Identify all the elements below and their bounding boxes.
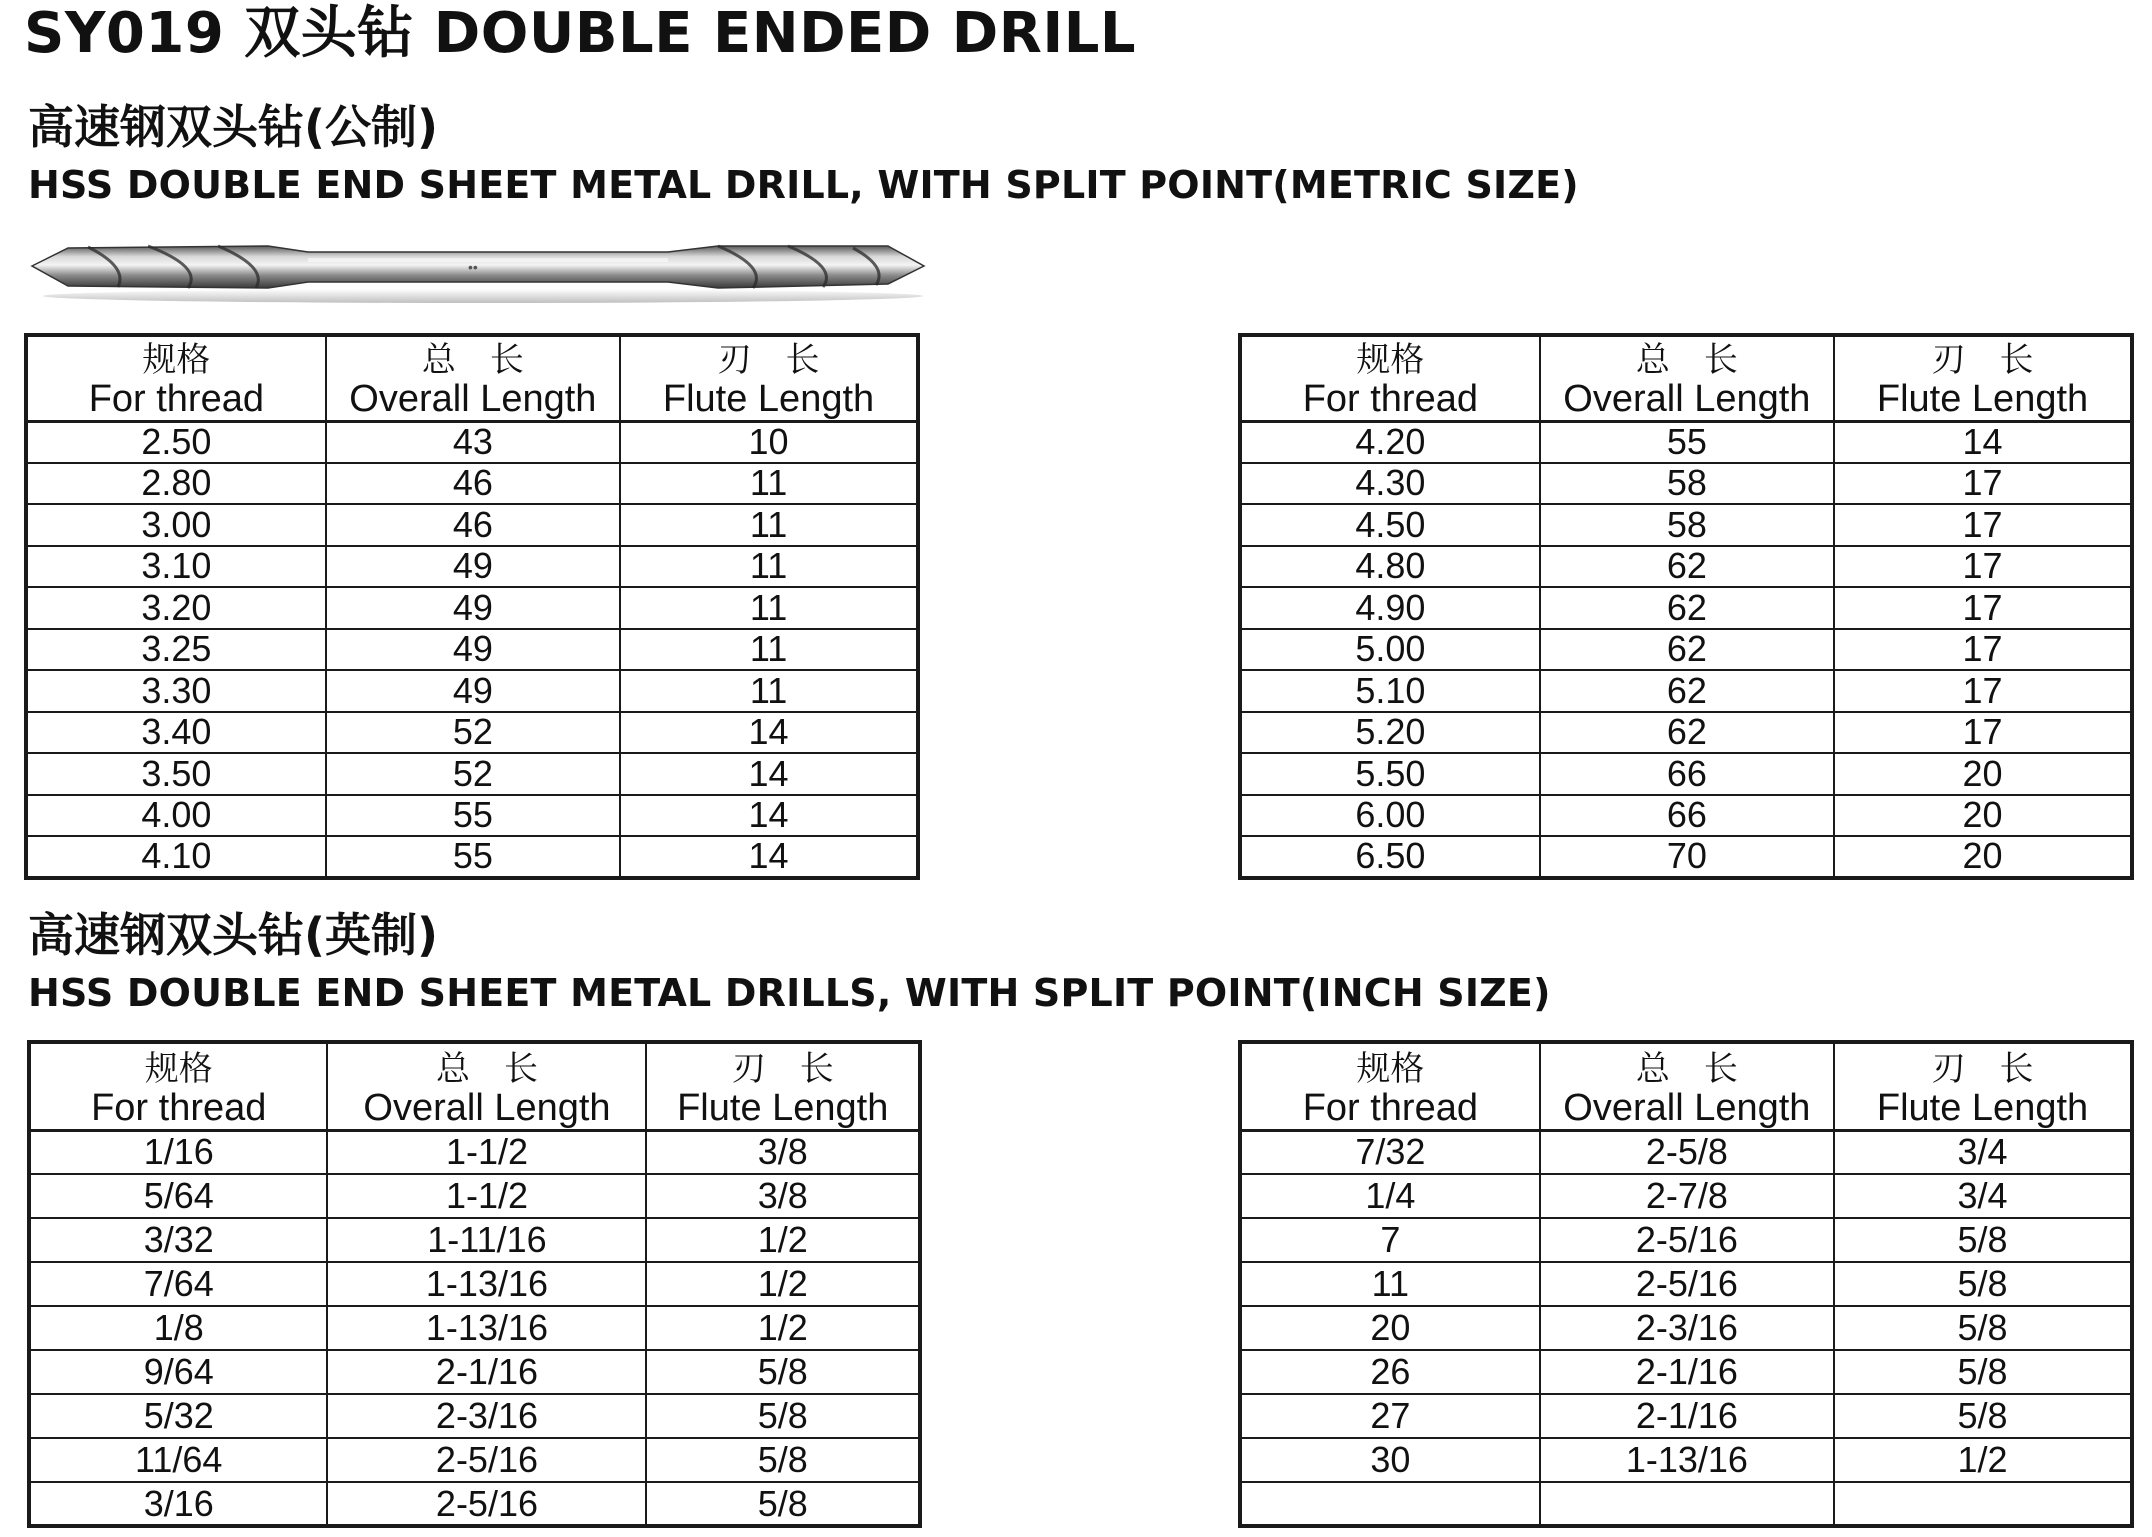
cell-flute-length: 20	[1834, 795, 2132, 837]
cell-overall-length: 62	[1540, 587, 1834, 629]
cell-flute-length: 3/4	[1834, 1130, 2132, 1174]
cell-for-thread	[1240, 1482, 1540, 1526]
cell-for-thread: 1/4	[1240, 1174, 1540, 1218]
cell-flute-length: 20	[1834, 753, 2132, 795]
cell-flute-length: 1/2	[646, 1262, 920, 1306]
table-row	[1240, 795, 2132, 837]
cell-overall-length: 1-13/16	[327, 1262, 646, 1306]
cell-overall-length: 66	[1540, 795, 1834, 837]
cell-flute-length: 5/8	[1834, 1218, 2132, 1262]
cell-for-thread: 4.90	[1240, 587, 1540, 629]
metric-table-right	[1238, 333, 2134, 880]
cell-for-thread: 6.50	[1240, 836, 1540, 878]
cell-for-thread: 4.10	[26, 836, 326, 878]
cell-flute-length: 11	[620, 504, 918, 546]
cell-flute-length: 5/8	[646, 1350, 920, 1394]
cell-overall-length	[1540, 1482, 1834, 1526]
table-row	[1240, 587, 2132, 629]
cell-overall-length: 70	[1540, 836, 1834, 878]
cell-flute-length: 1/2	[646, 1218, 920, 1262]
cell-flute-length: 5/8	[646, 1438, 920, 1482]
cell-overall-length: 49	[326, 587, 620, 629]
cell-flute-length: 20	[1834, 836, 2132, 878]
cell-overall-length: 58	[1540, 504, 1834, 546]
header-for-thread: 规格 For thread	[1240, 1042, 1540, 1130]
table-row	[1240, 836, 2132, 878]
cell-for-thread: 4.50	[1240, 504, 1540, 546]
cell-flute-length: 1/2	[646, 1306, 920, 1350]
cell-flute-length: 11	[620, 587, 918, 629]
cell-flute-length: 5/8	[1834, 1350, 2132, 1394]
cell-for-thread: 4.20	[1240, 421, 1540, 463]
table-row	[1240, 629, 2132, 671]
table-row	[26, 670, 918, 712]
table-row	[1240, 1218, 2132, 1262]
table-row	[29, 1174, 920, 1218]
cell-for-thread: 5.50	[1240, 753, 1540, 795]
cell-overall-length: 49	[326, 670, 620, 712]
header-flute-length: 刃 长 Flute Length	[1834, 1042, 2132, 1130]
table-row	[1240, 1482, 2132, 1526]
table-row	[1240, 1130, 2132, 1174]
cell-overall-length: 55	[1540, 421, 1834, 463]
table-row	[29, 1262, 920, 1306]
table-row	[26, 795, 918, 837]
cell-overall-length: 49	[326, 546, 620, 588]
metric-table-left	[24, 333, 920, 880]
table-row	[1240, 421, 2132, 463]
cell-for-thread: 7/64	[29, 1262, 327, 1306]
cell-for-thread: 1/8	[29, 1306, 327, 1350]
table-row	[1240, 1262, 2132, 1306]
table-row	[26, 504, 918, 546]
cell-overall-length: 55	[326, 795, 620, 837]
header-for-thread: 规格 For thread	[1240, 335, 1540, 421]
cell-flute-length: 11	[620, 546, 918, 588]
cell-for-thread: 3.25	[26, 629, 326, 671]
table-row	[26, 463, 918, 505]
cell-flute-length: 5/8	[646, 1394, 920, 1438]
cell-flute-length	[1834, 1482, 2132, 1526]
cell-for-thread: 4.30	[1240, 463, 1540, 505]
table-header-row	[29, 1042, 920, 1130]
cell-overall-length: 2-1/16	[327, 1350, 646, 1394]
table-row	[29, 1438, 920, 1482]
cell-for-thread: 5/32	[29, 1394, 327, 1438]
cell-flute-length: 17	[1834, 587, 2132, 629]
cell-flute-length: 17	[1834, 463, 2132, 505]
table-row	[29, 1218, 920, 1262]
table-row	[26, 546, 918, 588]
cell-for-thread: 3.10	[26, 546, 326, 588]
cell-for-thread: 6.00	[1240, 795, 1540, 837]
table-row	[26, 836, 918, 878]
cell-for-thread: 2.80	[26, 463, 326, 505]
header-flute-length: 刃 长 Flute Length	[646, 1042, 920, 1130]
table-header-row	[26, 335, 918, 421]
cell-for-thread: 9/64	[29, 1350, 327, 1394]
cell-flute-length: 11	[620, 670, 918, 712]
cell-flute-length: 10	[620, 421, 918, 463]
table-row	[29, 1130, 920, 1174]
cell-for-thread: 4.80	[1240, 546, 1540, 588]
cell-overall-length: 46	[326, 504, 620, 546]
cell-flute-length: 5/8	[1834, 1306, 2132, 1350]
cell-overall-length: 2-7/8	[1540, 1174, 1834, 1218]
cell-for-thread: 3.40	[26, 712, 326, 754]
inch-table-right	[1238, 1040, 2134, 1528]
cell-flute-length: 5/8	[646, 1482, 920, 1526]
header-for-thread: 规格 For thread	[29, 1042, 327, 1130]
cell-overall-length: 66	[1540, 753, 1834, 795]
table-row	[29, 1306, 920, 1350]
cell-for-thread: 11	[1240, 1262, 1540, 1306]
cell-for-thread: 2.50	[26, 421, 326, 463]
cell-flute-length: 3/8	[646, 1174, 920, 1218]
header-for-thread: 规格 For thread	[26, 335, 326, 421]
cell-overall-length: 49	[326, 629, 620, 671]
cell-for-thread: 20	[1240, 1306, 1540, 1350]
double-ended-drill-image	[28, 232, 928, 306]
cell-overall-length: 52	[326, 753, 620, 795]
cell-flute-length: 11	[620, 463, 918, 505]
cell-for-thread: 4.00	[26, 795, 326, 837]
cell-for-thread: 26	[1240, 1350, 1540, 1394]
header-overall-length: 总 长 Overall Length	[327, 1042, 646, 1130]
cell-for-thread: 3.00	[26, 504, 326, 546]
metric-heading-en: HSS DOUBLE END SHEET METAL DRILL, WITH SPLIT POINT(METRIC SIZE)	[28, 163, 1579, 207]
inch-table-left	[27, 1040, 922, 1528]
cell-for-thread: 3/16	[29, 1482, 327, 1526]
table-row	[1240, 504, 2132, 546]
table-row	[1240, 670, 2132, 712]
cell-flute-length: 17	[1834, 712, 2132, 754]
cell-for-thread: 30	[1240, 1438, 1540, 1482]
cell-flute-length: 5/8	[1834, 1262, 2132, 1306]
cell-for-thread: 5.00	[1240, 629, 1540, 671]
page-title: SY019 双头钻 DOUBLE ENDED DRILL	[24, 1, 1137, 66]
table-row	[29, 1482, 920, 1526]
cell-flute-length: 14	[620, 836, 918, 878]
table-row	[1240, 1394, 2132, 1438]
table-row	[29, 1350, 920, 1394]
cell-overall-length: 1-13/16	[327, 1306, 646, 1350]
cell-flute-length: 11	[620, 629, 918, 671]
cell-overall-length: 2-5/16	[327, 1438, 646, 1482]
header-flute-length: 刃 长 Flute Length	[620, 335, 918, 421]
cell-overall-length: 1-1/2	[327, 1174, 646, 1218]
cell-flute-length: 3/4	[1834, 1174, 2132, 1218]
cell-for-thread: 3.20	[26, 587, 326, 629]
header-flute-length: 刃 长 Flute Length	[1834, 335, 2132, 421]
cell-overall-length: 52	[326, 712, 620, 754]
cell-overall-length: 55	[326, 836, 620, 878]
cell-for-thread: 11/64	[29, 1438, 327, 1482]
table-row	[26, 629, 918, 671]
cell-for-thread: 7/32	[1240, 1130, 1540, 1174]
cell-overall-length: 2-5/16	[1540, 1218, 1834, 1262]
table-row	[26, 421, 918, 463]
metric-heading-cn: 高速钢双头钻(公制)	[28, 100, 439, 154]
cell-overall-length: 2-1/16	[1540, 1350, 1834, 1394]
cell-overall-length: 46	[326, 463, 620, 505]
table-row	[26, 753, 918, 795]
cell-flute-length: 5/8	[1834, 1394, 2132, 1438]
table-row	[1240, 753, 2132, 795]
table-row	[29, 1394, 920, 1438]
table-row	[1240, 1174, 2132, 1218]
cell-overall-length: 2-5/16	[327, 1482, 646, 1526]
table-row	[1240, 1306, 2132, 1350]
cell-overall-length: 62	[1540, 629, 1834, 671]
cell-flute-length: 17	[1834, 504, 2132, 546]
cell-overall-length: 62	[1540, 546, 1834, 588]
cell-overall-length: 62	[1540, 712, 1834, 754]
cell-for-thread: 7	[1240, 1218, 1540, 1262]
svg-text:••: ••	[468, 259, 478, 275]
cell-for-thread: 3/32	[29, 1218, 327, 1262]
cell-overall-length: 2-3/16	[1540, 1306, 1834, 1350]
cell-for-thread: 5.20	[1240, 712, 1540, 754]
cell-flute-length: 14	[620, 795, 918, 837]
cell-flute-length: 3/8	[646, 1130, 920, 1174]
cell-overall-length: 62	[1540, 670, 1834, 712]
cell-flute-length: 14	[1834, 421, 2132, 463]
table-header-row	[1240, 335, 2132, 421]
cell-for-thread: 3.50	[26, 753, 326, 795]
table-row	[1240, 546, 2132, 588]
cell-overall-length: 43	[326, 421, 620, 463]
cell-flute-length: 1/2	[1834, 1438, 2132, 1482]
table-header-row	[1240, 1042, 2132, 1130]
cell-flute-length: 14	[620, 712, 918, 754]
table-row	[1240, 463, 2132, 505]
cell-for-thread: 5.10	[1240, 670, 1540, 712]
cell-for-thread: 5/64	[29, 1174, 327, 1218]
cell-overall-length: 1-1/2	[327, 1130, 646, 1174]
cell-flute-length: 14	[620, 753, 918, 795]
cell-overall-length: 2-5/16	[1540, 1262, 1834, 1306]
cell-flute-length: 17	[1834, 629, 2132, 671]
cell-for-thread: 27	[1240, 1394, 1540, 1438]
header-overall-length: 总 长 Overall Length	[326, 335, 620, 421]
cell-overall-length: 2-3/16	[327, 1394, 646, 1438]
cell-overall-length: 2-5/8	[1540, 1130, 1834, 1174]
cell-for-thread: 1/16	[29, 1130, 327, 1174]
table-row	[1240, 1438, 2132, 1482]
table-row	[1240, 1350, 2132, 1394]
cell-flute-length: 17	[1834, 546, 2132, 588]
table-row	[26, 587, 918, 629]
inch-heading-en: HSS DOUBLE END SHEET METAL DRILLS, WITH SPLIT POINT(INCH SIZE)	[28, 971, 1551, 1015]
cell-flute-length: 17	[1834, 670, 2132, 712]
table-row	[1240, 712, 2132, 754]
cell-overall-length: 58	[1540, 463, 1834, 505]
inch-heading-cn: 高速钢双头钻(英制)	[28, 908, 439, 962]
table-row	[26, 712, 918, 754]
cell-overall-length: 1-11/16	[327, 1218, 646, 1262]
cell-overall-length: 1-13/16	[1540, 1438, 1834, 1482]
cell-overall-length: 2-1/16	[1540, 1394, 1834, 1438]
header-overall-length: 总 长 Overall Length	[1540, 1042, 1834, 1130]
header-overall-length: 总 长 Overall Length	[1540, 335, 1834, 421]
cell-for-thread: 3.30	[26, 670, 326, 712]
